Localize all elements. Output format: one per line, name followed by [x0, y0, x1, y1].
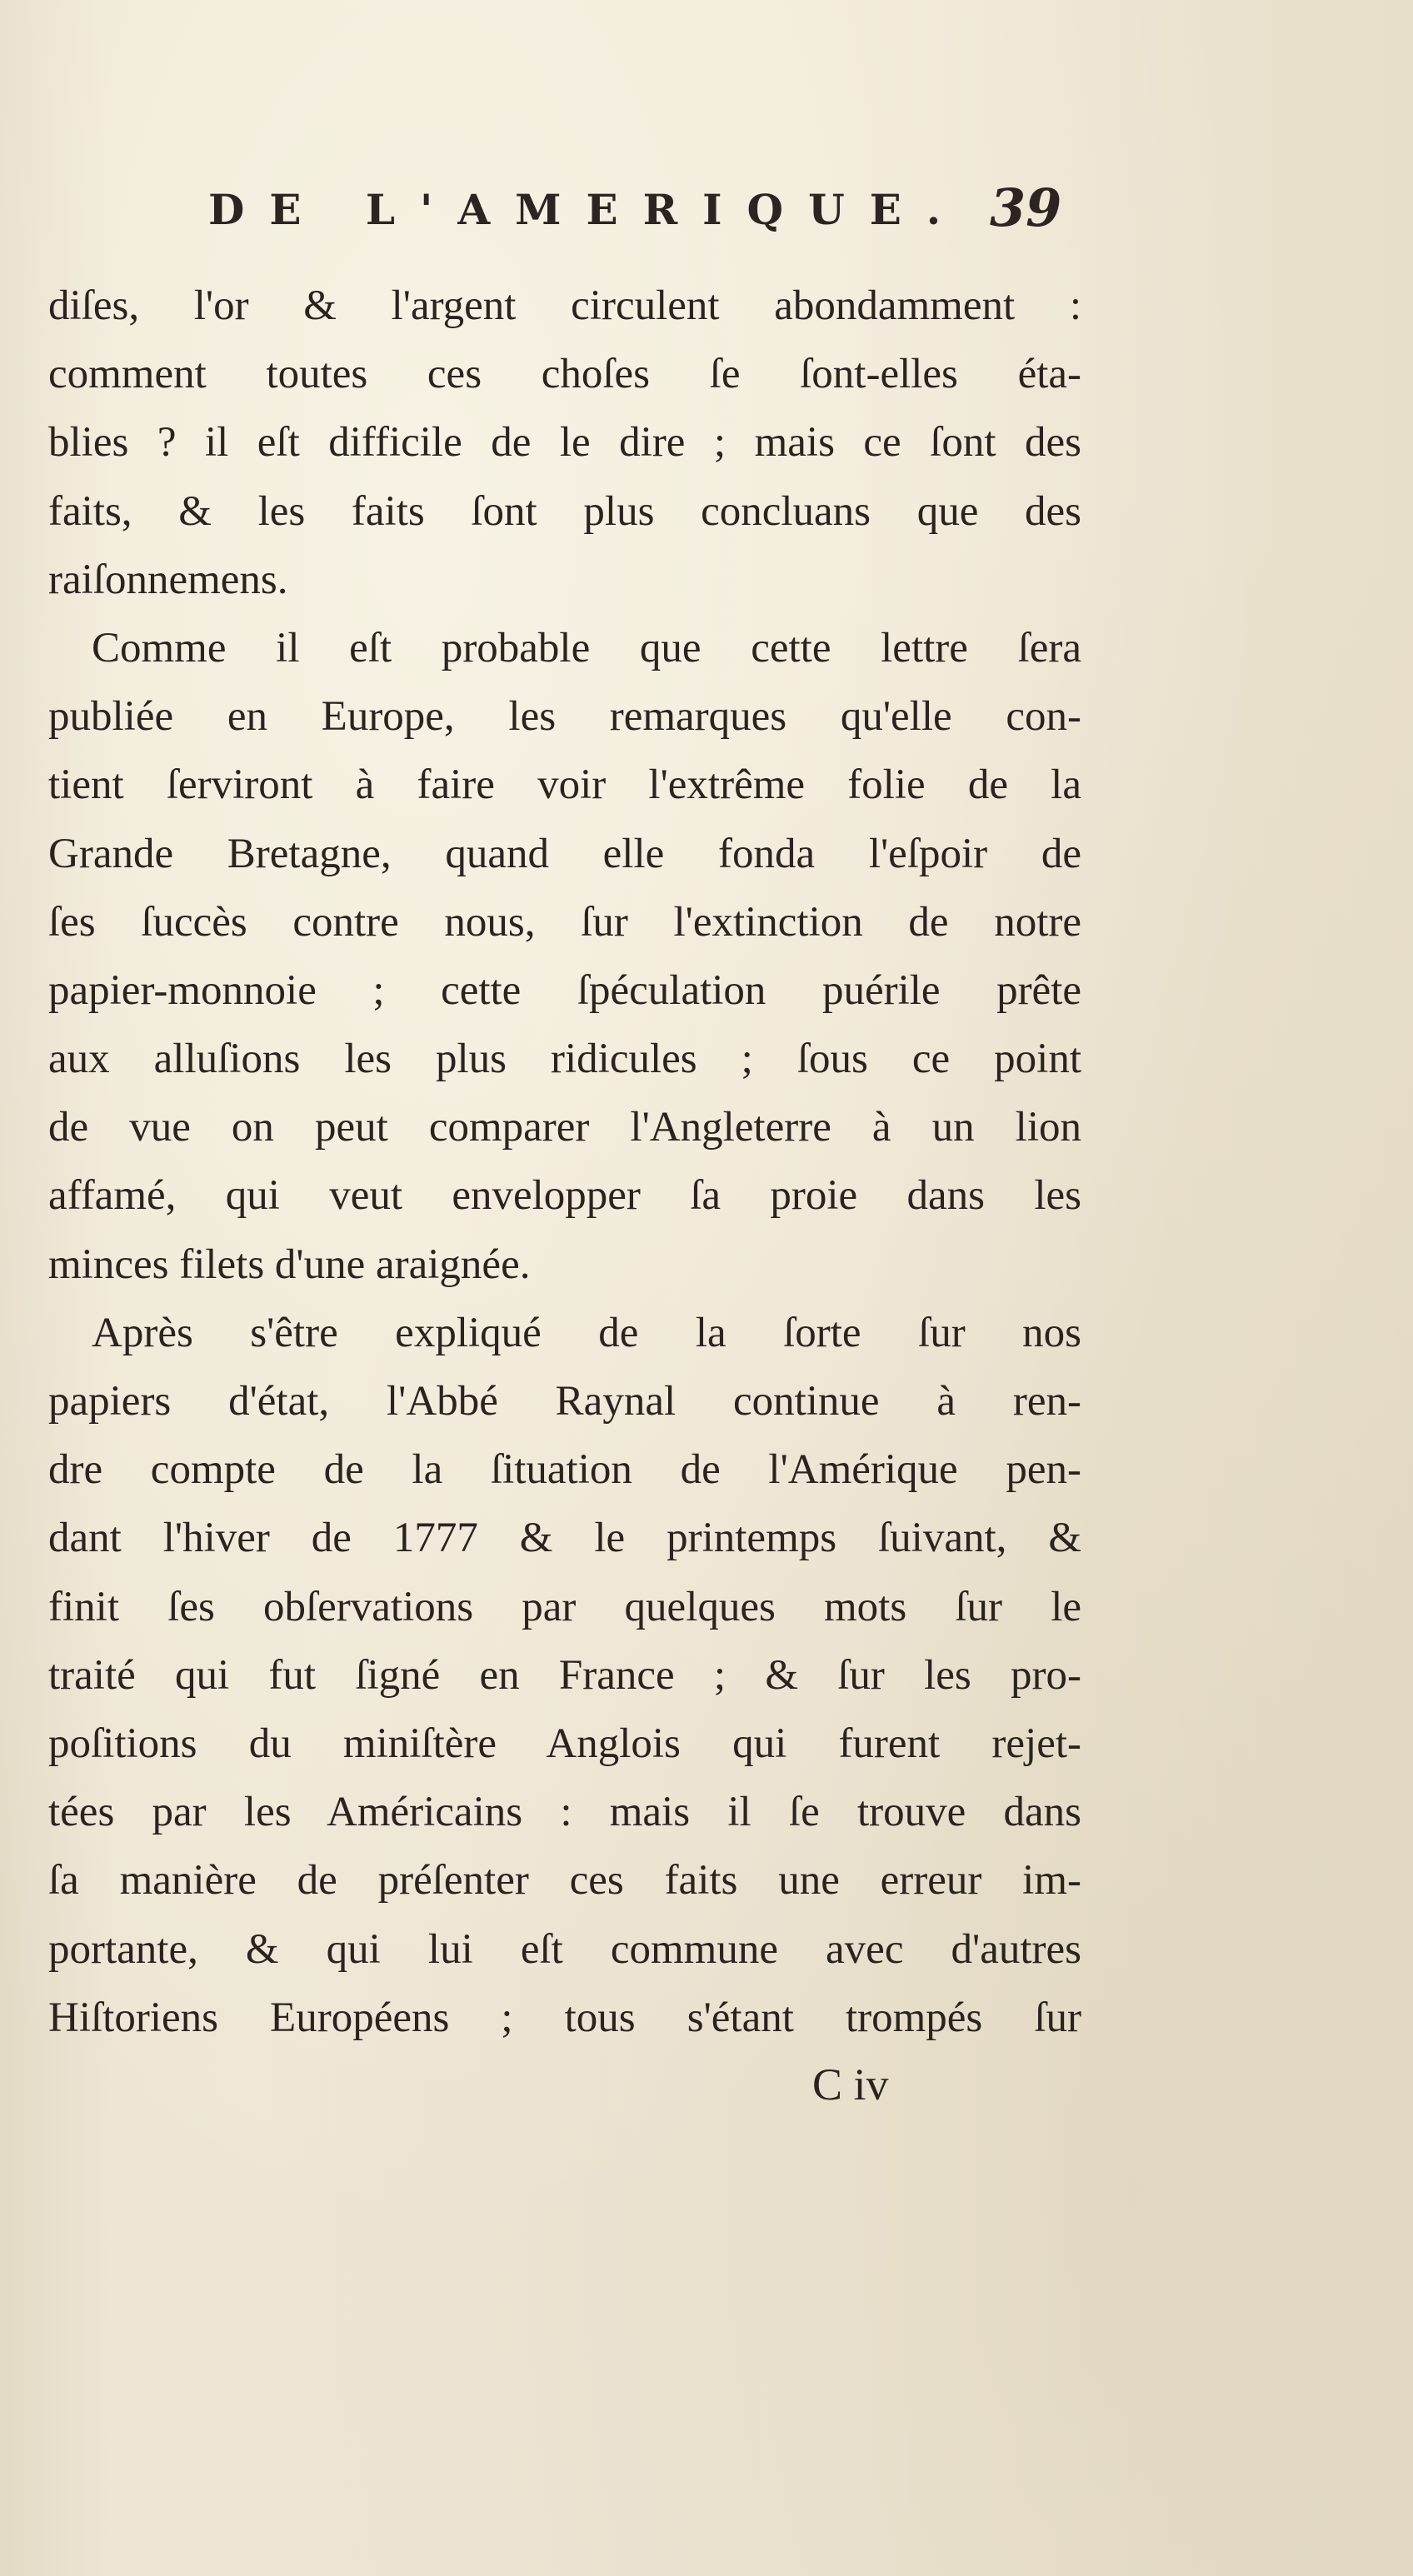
- text-line: minces filets d'une araignée.: [48, 1241, 531, 1288]
- signature-mark: C iv: [812, 2059, 889, 2109]
- text-line: tient ſerviront à faire voir l'extrême folie de la: [48, 761, 1081, 809]
- text-line: traité qui fut ſigné en France ; & ſur les pro-: [48, 1651, 1081, 1699]
- body-text: [48, 272, 1081, 2052]
- text-line: aux alluſions les plus ridicules ; ſous ce point: [48, 1036, 1081, 1083]
- text-line: ſes ſuccès contre nous, ſur l'extinction de notre: [48, 898, 1081, 946]
- text-line: poſitions du miniſtère Anglois qui furent rejet-: [48, 1720, 1081, 1767]
- text-line: dre compte de la ſituation de l'Amérique pen-: [48, 1446, 1081, 1494]
- text-line: tées par les Américains : mais il ſe trouve dans: [48, 1789, 1081, 1836]
- text-line: portante, & qui lui eſt commune avec d'autres: [48, 1925, 1081, 1973]
- text-line: papier-monnoie ; cette ſpéculation puérile prête: [48, 966, 1081, 1014]
- text-line: raiſonnemens.: [48, 556, 288, 603]
- text-line: blies ? il eſt difficile de le dire ; mais ce ſont des: [48, 419, 1081, 467]
- text-line: publiée en Europe, les remarques qu'elle con-: [48, 693, 1081, 741]
- text-line: diſes, l'or & l'argent circulent abondamment :: [48, 282, 1081, 329]
- text-line: Après s'être expliqué de la ſorte ſur nos: [92, 1309, 1081, 1356]
- text-line: dant l'hiver de 1777 & le printemps ſuivant, &: [48, 1515, 1081, 1562]
- page-number: 39: [990, 177, 1062, 238]
- running-head: DE L'AMERIQUE.: [208, 185, 966, 234]
- text-line: Hiſtoriens Européens ; tous s'étant trompés ſur: [48, 1994, 1081, 2041]
- text-line: finit ſes obſervations par quelques mots ſur le: [48, 1583, 1081, 1630]
- text-line: papiers d'état, l'Abbé Raynal continue à ren-: [48, 1378, 1081, 1425]
- text-line: Grande Bretagne, quand elle fonda l'eſpoir de: [48, 830, 1081, 877]
- text-line: Comme il eſt probable que cette lettre ſera: [92, 624, 1081, 671]
- text-line: faits, & les faits ſont plus concluans que des: [48, 487, 1081, 535]
- text-line: de vue on peut comparer l'Angleterre à un lion: [48, 1104, 1081, 1151]
- text-line: affamé, qui veut envelopper ſa proie dans les: [48, 1172, 1081, 1220]
- text-line: comment toutes ces choſes ſe ſont-elles éta-: [48, 351, 1081, 398]
- text-line: ſa manière de préſenter ces faits une erreur im-: [48, 1857, 1081, 1905]
